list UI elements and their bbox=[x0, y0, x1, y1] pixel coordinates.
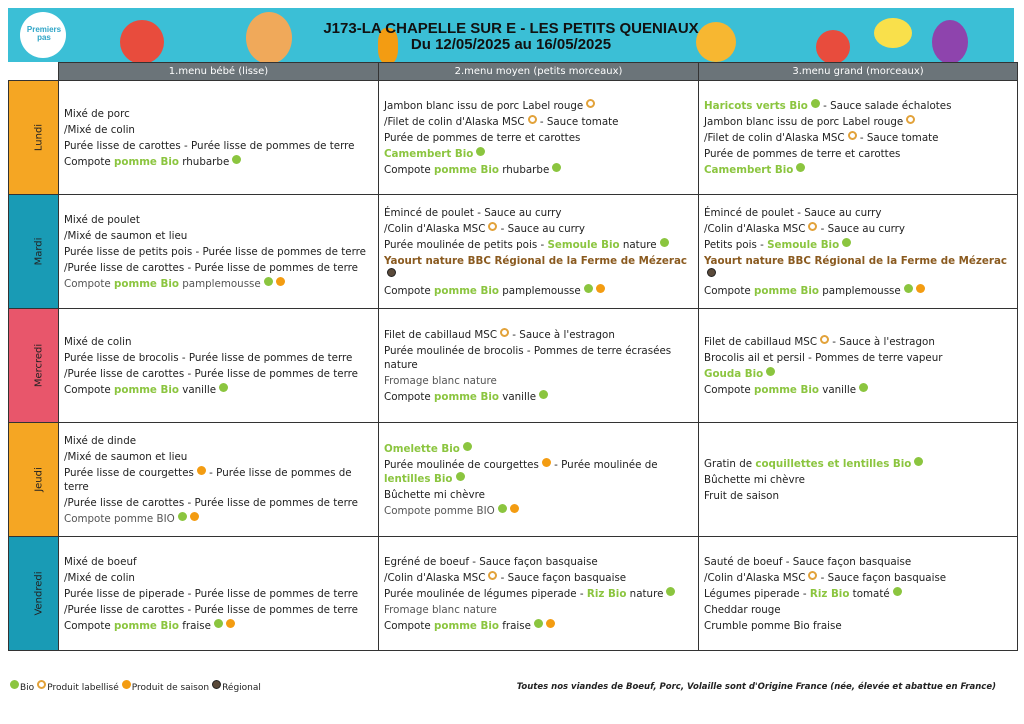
menu-cell bbox=[59, 309, 379, 423]
menu-body bbox=[9, 81, 1018, 651]
menu-text: /Colin d'Alaska MSC bbox=[384, 222, 486, 235]
menu-text: Brocolis ail et persil - Pommes de terre vapeur bbox=[704, 351, 943, 364]
menu-text: Bûchette mi chèvre bbox=[384, 488, 485, 501]
menu-line bbox=[704, 383, 1013, 397]
bio-icon bbox=[893, 587, 902, 596]
menu-row bbox=[9, 423, 1018, 537]
menu-line bbox=[704, 222, 1013, 236]
menu-line bbox=[704, 587, 1013, 601]
menu-text: Semoule Bio bbox=[767, 238, 840, 251]
menu-text: pomme Bio bbox=[114, 383, 179, 396]
menu-text: nature bbox=[626, 587, 664, 600]
menu-text: Compote bbox=[64, 277, 115, 290]
season-icon bbox=[546, 619, 555, 628]
menu-text: Egréné de boeuf - Sauce façon basquaise bbox=[384, 555, 598, 568]
menu-line bbox=[704, 555, 1013, 569]
menu-text: - Sauce tomate bbox=[536, 115, 619, 128]
menu-text: Semoule Bio bbox=[547, 238, 620, 251]
regional-icon bbox=[212, 680, 221, 689]
bio-icon bbox=[219, 383, 228, 392]
menu-text: pomme Bio bbox=[114, 277, 179, 290]
page-title bbox=[8, 21, 1014, 53]
menu-text: Mixé de dinde bbox=[64, 434, 137, 447]
menu-line bbox=[704, 603, 1013, 617]
column-header-bebe: 1.menu bébé (lisse) bbox=[59, 63, 379, 81]
menu-text: /Purée lisse de carottes - Purée lisse de pommes de terre bbox=[64, 367, 358, 380]
menu-row bbox=[9, 195, 1018, 309]
menu-text: Filet de cabillaud MSC bbox=[384, 328, 498, 341]
day-label: Jeudi bbox=[33, 467, 45, 492]
bio-icon bbox=[498, 504, 507, 513]
menu-text: Mixé de poulet bbox=[64, 213, 140, 226]
menu-line bbox=[384, 99, 694, 113]
menu-text: Compote bbox=[384, 163, 435, 176]
menu-text: Filet de cabillaud MSC bbox=[704, 335, 818, 348]
menu-line bbox=[64, 587, 374, 601]
label-icon bbox=[586, 99, 595, 108]
bio-icon bbox=[766, 367, 775, 376]
menu-cell bbox=[699, 309, 1018, 423]
logo-text: Premiers pas bbox=[26, 25, 62, 42]
menu-line bbox=[704, 571, 1013, 585]
menu-line bbox=[64, 367, 374, 381]
menu-line bbox=[64, 571, 374, 585]
menu-text: Purée lisse de piperade - Purée lisse de pommes de terre bbox=[64, 587, 359, 600]
legend bbox=[10, 680, 264, 693]
menu-text: Sauté de boeuf - Sauce façon basquaise bbox=[704, 555, 912, 568]
regional-icon bbox=[387, 268, 396, 277]
label-icon bbox=[808, 571, 817, 580]
menu-text: vanille bbox=[498, 390, 537, 403]
menu-row bbox=[9, 309, 1018, 423]
menu-text: pomme Bio bbox=[114, 155, 179, 168]
menu-line bbox=[704, 284, 1013, 298]
bio-icon bbox=[214, 619, 223, 628]
menu-text: Jambon blanc issu de porc Label rouge bbox=[384, 99, 584, 112]
menu-text: rhubarbe bbox=[498, 163, 550, 176]
menu-text: /Purée lisse de carottes - Purée lisse de pommes de terre bbox=[64, 496, 358, 509]
menu-line bbox=[384, 555, 694, 569]
menu-text: - Sauce façon basquaise bbox=[497, 571, 627, 584]
menu-text: - Purée moulinée de bbox=[550, 458, 658, 471]
menu-text: - Sauce au curry bbox=[817, 222, 905, 235]
label-icon bbox=[37, 680, 46, 689]
column-header-moyen: 2.menu moyen (petits morceaux) bbox=[379, 63, 699, 81]
menu-text: /Mixé de saumon et lieu bbox=[64, 229, 188, 242]
bio-icon bbox=[534, 619, 543, 628]
menu-line bbox=[64, 229, 374, 243]
bio-icon bbox=[859, 383, 868, 392]
menu-text: /Mixé de colin bbox=[64, 571, 135, 584]
bio-icon bbox=[539, 390, 548, 399]
menu-text: Haricots verts Bio bbox=[704, 99, 808, 112]
menu-line bbox=[384, 344, 694, 372]
menu-text: - Sauce à l'estragon bbox=[829, 335, 935, 348]
menu-text: Mixé de boeuf bbox=[64, 555, 137, 568]
menu-line bbox=[704, 367, 1013, 381]
menu-line bbox=[384, 603, 694, 617]
season-icon bbox=[596, 284, 605, 293]
menu-line bbox=[64, 466, 374, 494]
bio-icon bbox=[178, 512, 187, 521]
menu-line bbox=[384, 390, 694, 404]
menu-text: Purée lisse de petits pois - Purée lisse de pommes de terre bbox=[64, 245, 366, 258]
day-label: Mercredi bbox=[33, 343, 45, 388]
column-header-row bbox=[9, 63, 1018, 81]
menu-text: Riz Bio bbox=[809, 587, 850, 600]
menu-cell bbox=[59, 195, 379, 309]
bio-icon bbox=[552, 163, 561, 172]
menu-line bbox=[704, 457, 1013, 471]
menu-cell bbox=[379, 195, 699, 309]
bio-icon bbox=[842, 238, 851, 247]
menu-text: /Purée lisse de carottes - Purée lisse de pommes de terre bbox=[64, 261, 358, 274]
menu-text: /Colin d'Alaska MSC bbox=[704, 222, 806, 235]
menu-text: Compote bbox=[704, 284, 755, 297]
day-cell bbox=[9, 81, 59, 195]
menu-text: pomme Bio bbox=[754, 284, 819, 297]
menu-line bbox=[384, 571, 694, 585]
menu-text: Yaourt nature BBC Régional de la Ferme de Mézerac bbox=[704, 254, 1007, 267]
menu-text: /Mixé de colin bbox=[64, 123, 135, 136]
menu-cell bbox=[379, 423, 699, 537]
season-icon bbox=[542, 458, 551, 467]
column-header-grand: 3.menu grand (morceaux) bbox=[699, 63, 1018, 81]
legend-item bbox=[10, 683, 34, 693]
menu-cell bbox=[59, 423, 379, 537]
menu-line bbox=[64, 383, 374, 397]
menu-text: pomme Bio bbox=[754, 383, 819, 396]
menu-line bbox=[64, 434, 374, 448]
menu-line bbox=[64, 450, 374, 464]
menu-text: Fruit de saison bbox=[704, 489, 779, 502]
label-icon bbox=[906, 115, 915, 124]
day-label: Mardi bbox=[33, 237, 45, 266]
menu-text: pomme Bio bbox=[434, 619, 499, 632]
origin-note: Toutes nos viandes de Boeuf, Porc, Volaille sont d'Origine France (née, élevée et abattue en France) bbox=[516, 682, 996, 692]
menu-text: pomme Bio bbox=[114, 619, 179, 632]
menu-line bbox=[704, 335, 1013, 349]
menu-line bbox=[384, 442, 694, 456]
menu-line bbox=[384, 147, 694, 161]
menu-line bbox=[64, 139, 374, 153]
menu-text: - Sauce au curry bbox=[497, 222, 585, 235]
menu-cell bbox=[379, 81, 699, 195]
menu-text: - Sauce salade échalotes bbox=[819, 99, 952, 112]
menu-line bbox=[64, 155, 374, 169]
menu-line bbox=[384, 587, 694, 601]
menu-text: tomaté bbox=[849, 587, 890, 600]
day-cell bbox=[9, 537, 59, 651]
menu-line bbox=[384, 284, 694, 298]
menu-line bbox=[64, 555, 374, 569]
menu-text: Crumble pomme Bio fraise bbox=[704, 619, 842, 632]
menu-row bbox=[9, 537, 1018, 651]
bio-icon bbox=[463, 442, 472, 451]
menu-text: - Sauce façon basquaise bbox=[817, 571, 947, 584]
menu-line bbox=[704, 206, 1013, 220]
menu-line bbox=[704, 473, 1013, 487]
season-icon bbox=[226, 619, 235, 628]
menu-text: coquillettes et lentilles Bio bbox=[755, 457, 912, 470]
season-icon bbox=[122, 680, 131, 689]
school-name: J173-LA CHAPELLE SUR E - LES PETITS QUENIAUX bbox=[323, 20, 699, 37]
menu-text: Compote bbox=[64, 383, 115, 396]
menu-text: vanille bbox=[178, 383, 217, 396]
menu-text: Compote bbox=[64, 155, 115, 168]
legend-item bbox=[212, 683, 261, 693]
menu-line bbox=[64, 213, 374, 227]
legend-label: Bio bbox=[20, 683, 35, 693]
menu-cell bbox=[699, 537, 1018, 651]
day-label: Vendredi bbox=[33, 571, 45, 616]
header-corner bbox=[9, 63, 59, 81]
legend-label: Produit de saison bbox=[131, 683, 210, 693]
weekly-menu-table bbox=[8, 62, 1018, 651]
bio-icon bbox=[914, 457, 923, 466]
season-icon bbox=[190, 512, 199, 521]
menu-line bbox=[384, 328, 694, 342]
menu-text: - Sauce tomate bbox=[856, 131, 939, 144]
menu-line bbox=[64, 245, 374, 259]
label-icon bbox=[808, 222, 817, 231]
menu-text: fraise bbox=[498, 619, 531, 632]
menu-line bbox=[704, 238, 1013, 252]
menu-text: Mixé de porc bbox=[64, 107, 130, 120]
menu-text: Camembert Bio bbox=[704, 163, 794, 176]
bio-icon bbox=[264, 277, 273, 286]
menu-line bbox=[64, 496, 374, 510]
regional-icon bbox=[707, 268, 716, 277]
menu-text: Compote bbox=[384, 619, 435, 632]
menu-text: pamplemousse bbox=[178, 277, 261, 290]
menu-line bbox=[704, 489, 1013, 503]
menu-text: nature bbox=[619, 238, 657, 251]
bio-icon bbox=[456, 472, 465, 481]
menu-text: Mixé de colin bbox=[64, 335, 132, 348]
menu-text: Purée moulinée de légumes piperade - bbox=[384, 587, 587, 600]
menu-text: fraise bbox=[178, 619, 211, 632]
menu-text: - Sauce à l'estragon bbox=[509, 328, 615, 341]
menu-line bbox=[384, 374, 694, 388]
menu-line bbox=[704, 147, 1013, 161]
menu-line bbox=[384, 238, 694, 252]
day-cell bbox=[9, 309, 59, 423]
menu-cell bbox=[699, 81, 1018, 195]
menu-text: /Purée lisse de carottes - Purée lisse de pommes de terre bbox=[64, 603, 358, 616]
menu-cell bbox=[699, 195, 1018, 309]
menu-line bbox=[704, 254, 1013, 282]
label-icon bbox=[820, 335, 829, 344]
header-banner bbox=[8, 8, 1014, 62]
menu-line bbox=[384, 488, 694, 502]
legend-item bbox=[37, 683, 119, 693]
menu-text: pamplemousse bbox=[818, 284, 901, 297]
menu-text: Compote bbox=[704, 383, 755, 396]
menu-text: pomme Bio bbox=[434, 390, 499, 403]
menu-text: /Colin d'Alaska MSC bbox=[384, 571, 486, 584]
menu-text: Compote pomme BIO bbox=[64, 512, 175, 525]
menu-text: pomme Bio bbox=[434, 284, 499, 297]
label-icon bbox=[500, 328, 509, 337]
menu-text: pomme Bio bbox=[434, 163, 499, 176]
menu-text: Légumes piperade - bbox=[704, 587, 810, 600]
bio-icon bbox=[811, 99, 820, 108]
menu-text: Purée lisse de brocolis - Purée lisse de pommes de terre bbox=[64, 351, 353, 364]
menu-text: Petits pois - bbox=[704, 238, 768, 251]
menu-line bbox=[704, 163, 1013, 177]
menu-line bbox=[64, 603, 374, 617]
menu-text: Gouda Bio bbox=[704, 367, 764, 380]
menu-line bbox=[384, 222, 694, 236]
legend-label: Régional bbox=[222, 683, 261, 693]
menu-text: - Purée lisse de pommes de terre bbox=[64, 466, 352, 493]
menu-text: Compote bbox=[384, 284, 435, 297]
menu-line bbox=[64, 512, 374, 526]
menu-line bbox=[64, 351, 374, 365]
day-cell bbox=[9, 423, 59, 537]
menu-text: Purée moulinée de courgettes bbox=[384, 458, 539, 471]
season-icon bbox=[276, 277, 285, 286]
menu-cell bbox=[379, 537, 699, 651]
day-label: Lundi bbox=[33, 123, 45, 152]
menu-text: Purée de pommes de terre et carottes bbox=[704, 147, 901, 160]
bio-icon bbox=[476, 147, 485, 156]
menu-text: /Mixé de saumon et lieu bbox=[64, 450, 188, 463]
menu-text: Compote bbox=[64, 619, 115, 632]
menu-text: Purée moulinée de brocolis - Pommes de terre écrasées nature bbox=[384, 344, 672, 371]
menu-text: Purée moulinée de petits pois - bbox=[384, 238, 548, 251]
menu-row bbox=[9, 81, 1018, 195]
menu-text: pamplemousse bbox=[498, 284, 581, 297]
bio-icon bbox=[584, 284, 593, 293]
menu-line bbox=[384, 619, 694, 633]
menu-text: Riz Bio bbox=[586, 587, 627, 600]
label-icon bbox=[488, 571, 497, 580]
menu-cell bbox=[59, 81, 379, 195]
season-icon bbox=[197, 466, 206, 475]
menu-line bbox=[704, 619, 1013, 633]
menu-text: Camembert Bio bbox=[384, 147, 474, 160]
season-icon bbox=[510, 504, 519, 513]
label-icon bbox=[848, 131, 857, 140]
menu-line bbox=[704, 351, 1013, 365]
menu-text: Purée lisse de courgettes bbox=[64, 466, 194, 479]
menu-line bbox=[704, 115, 1013, 129]
menu-line bbox=[384, 254, 694, 282]
menu-line bbox=[704, 131, 1013, 145]
bio-icon bbox=[10, 680, 19, 689]
menu-text: Émincé de poulet - Sauce au curry bbox=[704, 206, 882, 219]
season-icon bbox=[916, 284, 925, 293]
menu-line bbox=[64, 261, 374, 275]
menu-line bbox=[64, 123, 374, 137]
menu-line bbox=[384, 458, 694, 486]
menu-text: Yaourt nature BBC Régional de la Ferme de Mézerac bbox=[384, 254, 687, 267]
label-icon bbox=[528, 115, 537, 124]
legend-label: Produit labellisé bbox=[47, 683, 119, 693]
menu-line bbox=[384, 115, 694, 129]
menu-text: Jambon blanc issu de porc Label rouge bbox=[704, 115, 904, 128]
menu-text: Compote bbox=[384, 390, 435, 403]
bio-icon bbox=[666, 587, 675, 596]
menu-text: /Colin d'Alaska MSC bbox=[704, 571, 806, 584]
menu-text: Fromage blanc nature bbox=[384, 374, 497, 387]
menu-text: Fromage blanc nature bbox=[384, 603, 497, 616]
menu-line bbox=[704, 99, 1013, 113]
menu-text: Purée lisse de carottes - Purée lisse de pommes de terre bbox=[64, 139, 355, 152]
menu-text: Gratin de bbox=[704, 457, 756, 470]
menu-line bbox=[64, 107, 374, 121]
menu-text: lentilles Bio bbox=[384, 472, 453, 485]
menu-text: Émincé de poulet - Sauce au curry bbox=[384, 206, 562, 219]
menu-text: Bûchette mi chèvre bbox=[704, 473, 805, 486]
menu-line bbox=[384, 131, 694, 145]
menu-cell bbox=[699, 423, 1018, 537]
menu-text: Cheddar rouge bbox=[704, 603, 781, 616]
day-cell bbox=[9, 195, 59, 309]
bio-icon bbox=[796, 163, 805, 172]
menu-line bbox=[384, 163, 694, 177]
menu-text: vanille bbox=[818, 383, 857, 396]
menu-cell bbox=[379, 309, 699, 423]
label-icon bbox=[488, 222, 497, 231]
legend-item bbox=[122, 683, 209, 693]
menu-text: rhubarbe bbox=[178, 155, 230, 168]
menu-line bbox=[64, 277, 374, 291]
menu-line bbox=[384, 206, 694, 220]
date-range: Du 12/05/2025 au 16/05/2025 bbox=[410, 36, 612, 53]
bio-icon bbox=[904, 284, 913, 293]
menu-text: /Filet de colin d'Alaska MSC bbox=[704, 131, 845, 144]
menu-text: Compote pomme BIO bbox=[384, 504, 495, 517]
menu-cell bbox=[59, 537, 379, 651]
bio-icon bbox=[660, 238, 669, 247]
bio-icon bbox=[232, 155, 241, 164]
menu-text: /Filet de colin d'Alaska MSC bbox=[384, 115, 525, 128]
menu-text: Purée de pommes de terre et carottes bbox=[384, 131, 581, 144]
menu-line bbox=[64, 335, 374, 349]
menu-line bbox=[384, 504, 694, 518]
menu-text: Omelette Bio bbox=[384, 442, 460, 455]
menu-line bbox=[64, 619, 374, 633]
